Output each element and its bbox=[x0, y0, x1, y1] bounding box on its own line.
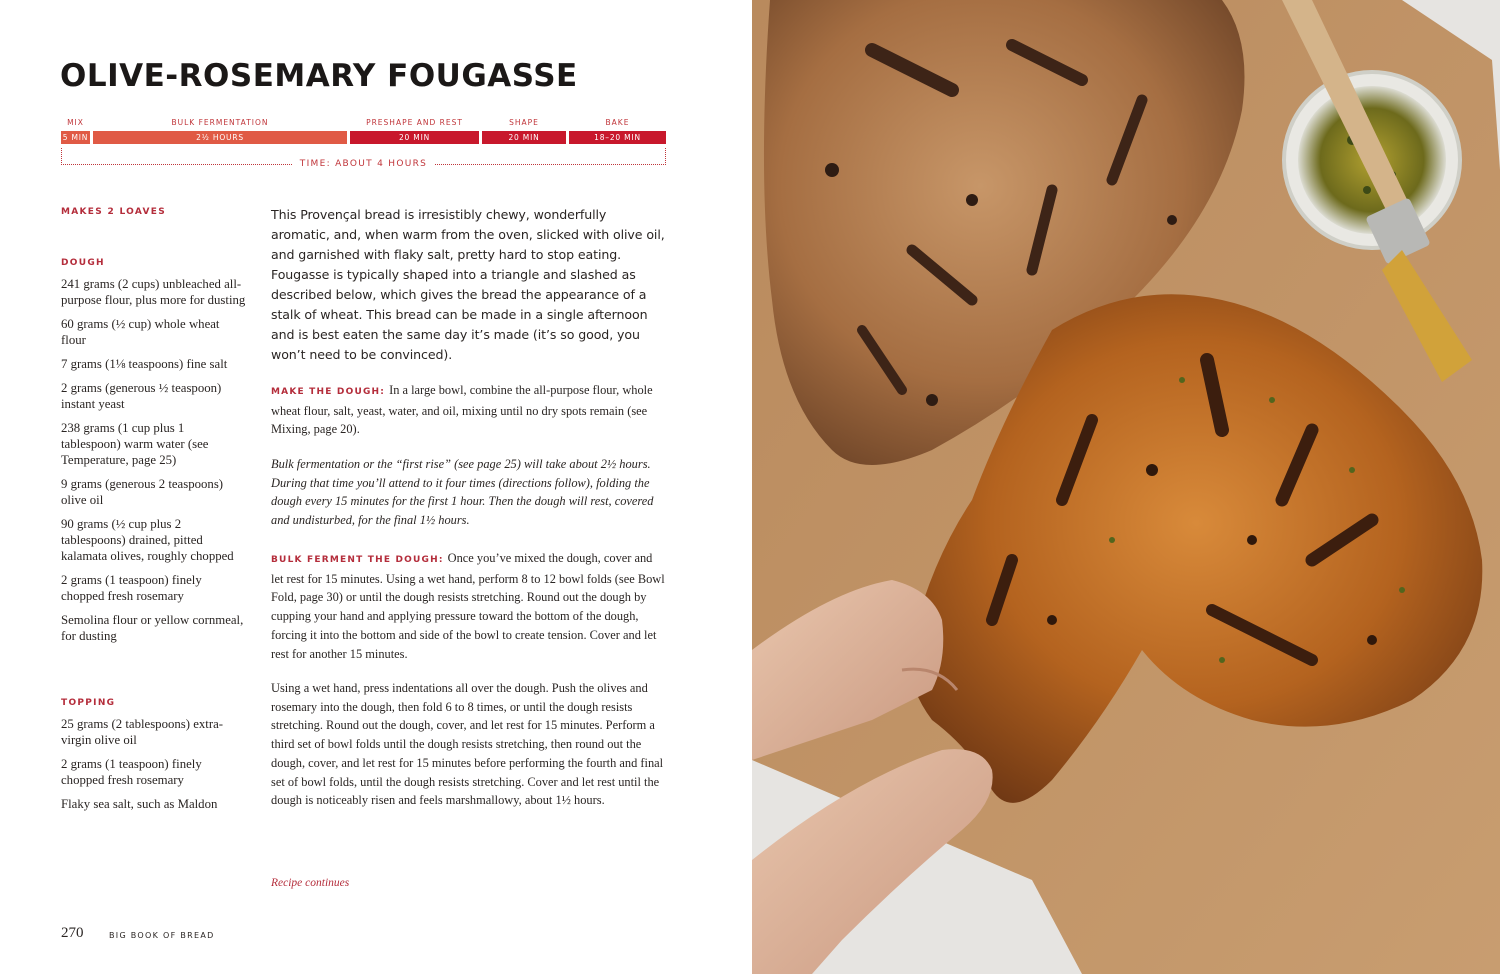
recipe-title: OLIVE-ROSEMARY FOUGASSE bbox=[60, 58, 578, 94]
total-time bbox=[61, 159, 666, 169]
yield-label: MAKES 2 LOAVES bbox=[61, 207, 167, 217]
time-timeline bbox=[61, 118, 666, 178]
stage-time: 5 MIN bbox=[62, 133, 89, 142]
ingredient-item: 9 grams (generous 2 teaspoons) olive oil bbox=[61, 477, 224, 507]
ingredient-item: 2 grams (1 teaspoon) finely chopped fresh rosemary bbox=[61, 573, 202, 603]
recipe-method bbox=[271, 205, 667, 889]
timeline-stage-preshape bbox=[350, 118, 479, 148]
book-title: BIG BOOK OF BREAD bbox=[109, 931, 215, 940]
timeline-stage-bulk bbox=[93, 118, 347, 148]
total-time-label: TIME: ABOUT 4 HOURS bbox=[292, 159, 435, 169]
stage-label: SHAPE bbox=[509, 118, 539, 127]
fougasse-photo bbox=[752, 0, 1500, 974]
timeline-stage-mix bbox=[61, 118, 90, 148]
ingredient-item: 7 grams (1⅛ teaspoons) fine salt bbox=[61, 357, 228, 371]
page-number: 270 bbox=[61, 925, 84, 941]
recipe-continues-note: Recipe continues bbox=[271, 877, 350, 889]
stage-time: 20 MIN bbox=[350, 131, 479, 144]
ingredient-item: Flaky sea salt, such as Maldon bbox=[61, 797, 218, 811]
bulk-note: Bulk fermentation or the “first rise” (see page 25) will take about 2½ hours. During that time you’ll attend to it four times (directions follow), folding the dough every 15 minutes for the first 1 hour. Then the dough will rest, covered and undisturbed, for the final 1½ hours. bbox=[271, 457, 654, 528]
ingredient-item: 2 grams (generous ½ teaspoon) instant yeast bbox=[61, 381, 222, 411]
ingredient-item: Semolina flour or yellow cornmeal, for dusting bbox=[61, 613, 244, 643]
ingredient-item: 60 grams (½ cup) whole wheat flour bbox=[61, 317, 220, 347]
stage-time: 20 MIN bbox=[482, 131, 566, 144]
stage-label: BULK FERMENTATION bbox=[171, 118, 269, 127]
stage-label: PRESHAPE AND REST bbox=[366, 118, 463, 127]
step-lead: MAKE THE DOUGH: bbox=[271, 387, 386, 397]
page-footer bbox=[61, 924, 215, 942]
stage-label: BAKE bbox=[605, 118, 630, 127]
timeline-stage-shape bbox=[482, 118, 566, 148]
step-bulk-ferment bbox=[271, 549, 667, 663]
step-text: In a large bowl, combine the all-purpose flour, whole wheat flour, salt, yeast, water, and oil, mixing until no dry spots remain (see Mixing, page 20). bbox=[271, 383, 653, 437]
stage-time: 18–20 MIN bbox=[569, 131, 666, 144]
ingredient-item: 90 grams (½ cup plus 2 tablespoons) drained, pitted kalamata olives, roughly chopped bbox=[61, 517, 234, 563]
stage-label: MIX bbox=[67, 118, 84, 127]
step-text: Once you’ve mixed the dough, cover and let rest for 15 minutes. Using a wet hand, perform 8 to 12 bowl folds (see Bowl Fold, page 30) or until the dough resists stretching. Round out the dough by cupping your hand and applying pressure toward the bottom of the dough, forcing it into the bottom and side of the bowl to create tension. Cover and let rest for another 15 minutes. bbox=[271, 551, 665, 661]
stage-time: 2½ HOURS bbox=[93, 131, 347, 144]
ingredient-item: 25 grams (2 tablespoons) extra-virgin olive oil bbox=[61, 717, 224, 747]
ingredient-item: 241 grams (2 cups) unbleached all-purpose flour, plus more for dusting bbox=[61, 277, 246, 307]
recipe-intro: This Provençal bread is irresistibly chewy, wonderfully aromatic, and, when warm from the oven, slicked with olive oil, and garnished with flaky salt, pretty hard to stop eating. Fougasse is typically shaped into a triangle and slashed as described below, which gives the bread the appearance of a stalk of wheat. This bread can be made in a single afternoon and is best eaten the same day it’s made (it’s so good, you won’t need to be convinced). bbox=[271, 207, 665, 362]
dough-heading: DOUGH bbox=[61, 258, 105, 268]
step-folds: Using a wet hand, press indentations all over the dough. Push the olives and rosemary into the dough, then fold 6 to 8 times, or until the dough resists stretching. Round out the dough, cover, and let rest for 15 minutes. Perform a third set of bowl folds until the dough resists stretching, then round out the dough, cover, and let rest for 15 minutes before performing the fourth and final set of bowl folds, until the dough resists stretching. Cover and let rest until the dough is noticeably risen and feels marshmallowy, about 1½ hours. bbox=[271, 681, 664, 808]
ingredient-item: 2 grams (1 teaspoon) finely chopped fresh rosemary bbox=[61, 757, 202, 787]
ingredient-item: 238 grams (1 cup plus 1 tablespoon) warm water (see Temperature, page 25) bbox=[61, 421, 209, 467]
dough-ingredient-list bbox=[61, 276, 246, 652]
step-lead: BULK FERMENT THE DOUGH: bbox=[271, 555, 444, 565]
topping-heading: TOPPING bbox=[61, 698, 116, 708]
topping-ingredient-list bbox=[61, 716, 246, 820]
timeline-stage-bake bbox=[569, 118, 666, 148]
step-make-dough bbox=[271, 381, 667, 439]
